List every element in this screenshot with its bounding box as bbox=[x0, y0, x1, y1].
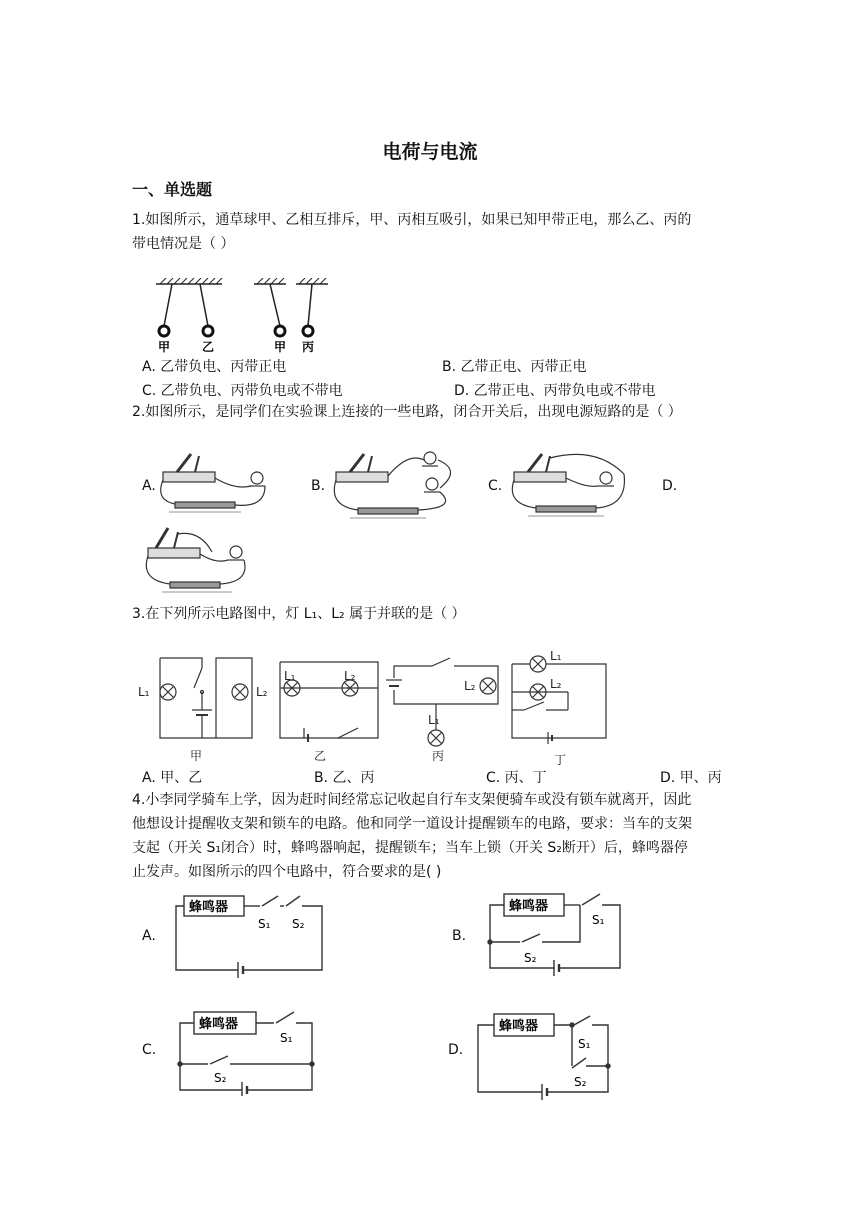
ball-label-jia-2: 甲 bbox=[274, 340, 287, 354]
q1-option-d: D. 乙带正电、丙带负电或不带电 bbox=[454, 383, 656, 399]
buzzer-label-a: 蜂鸣器 bbox=[189, 900, 229, 915]
ding-L1-label: L₁ bbox=[550, 649, 562, 663]
q3-text: 3.在下列所示电路图中，灯 L₁、L₂ 属于并联的是（ ） bbox=[132, 606, 466, 622]
q2-option-d: D. bbox=[662, 478, 678, 494]
q1-text-line1: 1.如图所示，通草球甲、乙相互排斥，甲、丙相互吸引，如果已知甲带正电，那么乙、丙的 bbox=[132, 212, 692, 228]
s2-label-d: S₂ bbox=[574, 1075, 587, 1089]
jia-L1-label: L₁ bbox=[138, 685, 150, 699]
ball-label-jia: 甲 bbox=[158, 340, 171, 354]
q4-option-d: D. bbox=[448, 1042, 464, 1058]
q2-option-c: C. bbox=[488, 478, 503, 494]
s1-label-c: S₁ bbox=[280, 1031, 293, 1045]
q2-text: 2.如图所示，是同学们在实验课上连接的一些电路，闭合开关后，出现电源短路的是（ ） bbox=[132, 404, 682, 420]
ball-label-yi: 乙 bbox=[202, 340, 215, 354]
q2-circuit-b bbox=[328, 446, 468, 524]
page-title: 电荷与电流 bbox=[382, 141, 478, 163]
s1-label-a: S₁ bbox=[258, 917, 271, 931]
s2-label-a: S₂ bbox=[292, 917, 305, 931]
q1-figure-hanging-balls bbox=[150, 278, 340, 354]
q3-figure-circuits bbox=[132, 640, 752, 766]
ball-label-bing: 丙 bbox=[302, 340, 315, 354]
buzzer-label-b: 蜂鸣器 bbox=[509, 899, 549, 914]
yi-L2-label: L₂ bbox=[344, 669, 356, 683]
q4-option-c: C. bbox=[142, 1042, 157, 1058]
q3-option-c: C. 丙、丁 bbox=[486, 770, 547, 786]
q4-circuit-a bbox=[170, 888, 330, 978]
q1-option-a: A. 乙带负电、丙带正电 bbox=[142, 359, 287, 375]
s1-label-b: S₁ bbox=[592, 913, 605, 927]
yi-L1-label: L₁ bbox=[284, 669, 296, 683]
q4-text-line1: 4.小李同学骑车上学，因为赶时间经常忘记收起自行车支架便骑车或没有锁车就离开，因此 bbox=[132, 792, 692, 808]
q4-option-b: B. bbox=[452, 928, 467, 944]
q3-option-b: B. 乙、丙 bbox=[314, 770, 375, 786]
bing-L2-label: L₂ bbox=[464, 679, 476, 693]
buzzer-label-d: 蜂鸣器 bbox=[499, 1019, 539, 1034]
bing-L1-label: L₁ bbox=[428, 713, 440, 727]
q4-option-a: A. bbox=[142, 928, 156, 944]
buzzer-label-c: 蜂鸣器 bbox=[199, 1017, 239, 1032]
q4-text-line3: 支起（开关 S₁闭合）时，蜂鸣器响起，提醒锁车；当车上锁（开关 S₂断开）后，蜂鸣器停 bbox=[132, 840, 688, 856]
s2-label-c: S₂ bbox=[214, 1071, 227, 1085]
circuit-label-yi: 乙 bbox=[314, 749, 327, 763]
q4-circuit-b bbox=[484, 888, 624, 978]
q4-circuit-c bbox=[176, 1004, 318, 1096]
q4-text-line4: 止发声。如图所示的四个电路中，符合要求的是( ) bbox=[132, 864, 442, 880]
q3-option-a: A. 甲、乙 bbox=[142, 770, 203, 786]
q1-text-line2: 带电情况是（ ） bbox=[132, 236, 235, 252]
ding-L2-label: L₂ bbox=[550, 677, 562, 691]
q1-option-c: C. 乙带负电、丙带负电或不带电 bbox=[142, 383, 343, 399]
s2-label-b: S₂ bbox=[524, 951, 537, 965]
circuit-label-ding: 丁 bbox=[554, 753, 567, 766]
q2-option-a: A. bbox=[142, 478, 156, 494]
s1-label-d: S₁ bbox=[578, 1037, 591, 1051]
section-heading: 一、单选题 bbox=[132, 180, 213, 199]
q1-option-b: B. 乙带正电、丙带正电 bbox=[442, 359, 587, 375]
q2-option-b: B. bbox=[311, 478, 326, 494]
circuit-label-bing: 丙 bbox=[432, 749, 445, 763]
q3-option-d: D. 甲、丙 bbox=[660, 770, 722, 786]
circuit-label-jia: 甲 bbox=[190, 749, 203, 763]
q2-circuit-a bbox=[155, 450, 285, 520]
q2-circuit-c bbox=[506, 448, 636, 524]
jia-L2-label: L₂ bbox=[256, 685, 268, 699]
q4-text-line2: 他想设计提醒收支架和锁车的电路。他和同学一道设计提醒锁车的电路，要求：当车的支架 bbox=[132, 816, 692, 832]
q2-circuit-d bbox=[140, 520, 260, 598]
q4-circuit-d bbox=[474, 1008, 614, 1100]
